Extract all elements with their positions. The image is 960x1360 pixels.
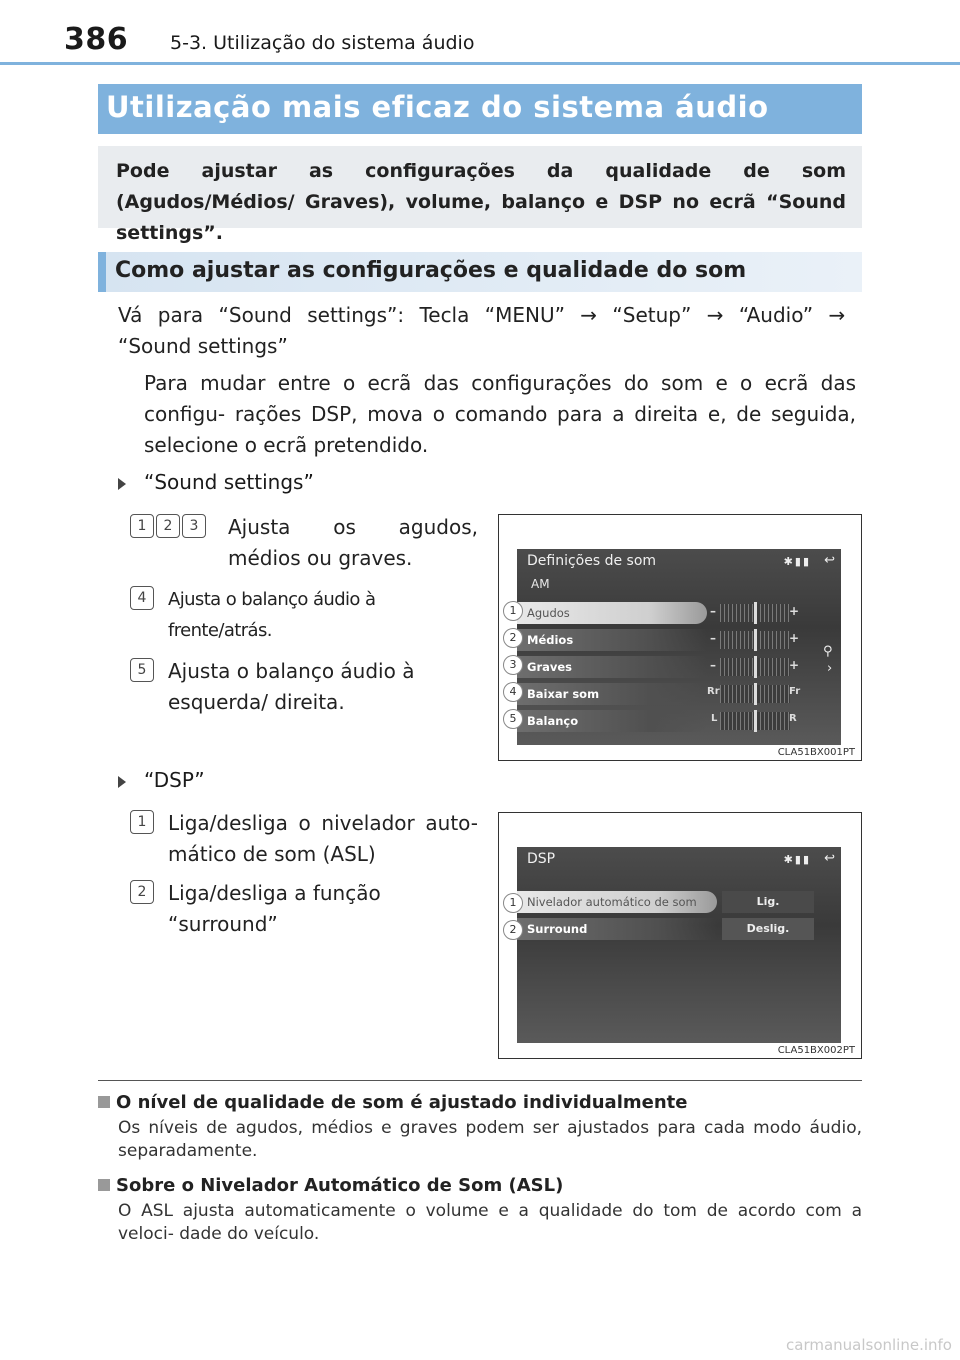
slider-agudos[interactable] (720, 604, 790, 622)
explain-text: Para mudar entre o ecrã das configurações do som e o ecrã das configu- rações DSP, mova o comando para a direita e, de seguida, selecione o ecrã pretendido. (144, 371, 856, 457)
callout-4: 4 (503, 682, 523, 702)
slider-right-label: + (789, 658, 800, 672)
list-item (130, 878, 480, 940)
dsp-screen (517, 847, 841, 1043)
number-badge: 4 (130, 586, 154, 610)
dsp-heading (118, 768, 205, 792)
chevron-right-icon[interactable]: › (827, 661, 835, 676)
surround-value[interactable]: Deslig. (722, 918, 814, 940)
subheading-accent (98, 252, 106, 292)
notes-divider (98, 1080, 862, 1081)
source-label: AM (531, 577, 550, 591)
item-text: Ajusta o balanço áudio à frente/atrás. (168, 589, 376, 641)
menu-row-graves[interactable]: Graves (517, 656, 707, 678)
list-item (130, 512, 480, 574)
page-number: 386 (64, 22, 129, 57)
list-item (130, 808, 480, 870)
square-bullet-icon (98, 1096, 110, 1108)
back-icon[interactable]: ↩ (824, 851, 837, 866)
search-icon[interactable]: ⚲ (823, 644, 835, 659)
item-text: Liga/desliga o nivelador auto- mático de som (ASL) (168, 811, 478, 866)
menu-path-line2: “Sound settings” (118, 334, 288, 358)
dsp-label: “DSP” (144, 768, 205, 792)
note-heading: Sobre o Nivelador Automático de Som (ASL) (98, 1175, 862, 1196)
slider-balance[interactable] (720, 712, 790, 730)
slider-right-label: R (789, 713, 797, 724)
slider-left-label: Rr (707, 686, 720, 697)
sound-settings-list (130, 512, 480, 718)
menu-row-asl[interactable]: Nivelador automático de som (517, 891, 717, 913)
dsp-figure (498, 812, 862, 1059)
callout-3: 3 (503, 655, 523, 675)
screen-title: DSP (527, 851, 556, 867)
menu-path (118, 300, 862, 362)
slider-left-label: – (710, 604, 716, 618)
intro-box: Pode ajustar as configurações da qualidade de som (Agudos/Médios/ Graves), volume, balanço e DSP no ecrã “Sound settings”. (98, 146, 862, 228)
status-icons: ✱▮▮ (783, 853, 811, 866)
slider-right-label: + (789, 631, 800, 645)
menu-path-line1: Vá para “Sound settings”: Tecla “MENU” → “Setup” → “Audio” → (118, 303, 846, 327)
screen-title: Definições de som (527, 553, 657, 569)
number-badge: 2 (156, 514, 180, 538)
sound-settings-figure (498, 514, 862, 761)
asl-value[interactable]: Lig. (722, 891, 814, 913)
callout-5: 5 (503, 709, 523, 729)
number-badge: 2 (130, 880, 154, 904)
item-text: Ajusta os agudos, médios ou graves. (228, 515, 478, 570)
figure-code: CLA51BX002PT (777, 1045, 855, 1056)
sound-settings-screen (517, 549, 841, 745)
triangle-bullet-icon (118, 478, 126, 490)
menu-row-balanco[interactable]: Balanço (517, 710, 707, 732)
menu-row-baixar-som[interactable]: Baixar som (517, 683, 707, 705)
header-rule (0, 62, 960, 65)
slider-left-label: L (711, 713, 718, 724)
item-text: Liga/desliga a função “surround” (168, 881, 381, 936)
note-body: Os níveis de agudos, médios e graves podem ser ajustados para cada modo áudio, separadamente. (118, 1118, 862, 1161)
square-bullet-icon (98, 1179, 110, 1191)
number-badge: 3 (182, 514, 206, 538)
notes (98, 1092, 862, 1246)
callout-2: 2 (503, 628, 523, 648)
subheading-text: Como ajustar as configurações e qualidade do som (115, 258, 747, 283)
note-body: O ASL ajusta automaticamente o volume e a qualidade do tom de acordo com a veloci- dade do veículo. (118, 1201, 862, 1244)
list-item (130, 656, 480, 718)
back-icon[interactable]: ↩ (824, 553, 837, 568)
number-badge: 5 (130, 658, 154, 682)
sound-settings-heading (118, 470, 314, 494)
subheading (98, 252, 862, 292)
number-badge: 1 (130, 810, 154, 834)
slider-right-label: + (789, 604, 800, 618)
slider-right-label: Fr (789, 686, 801, 697)
figure-code: CLA51BX001PT (777, 747, 855, 758)
watermark: carmanualsonline.info (786, 1336, 952, 1354)
callout-2: 2 (503, 920, 523, 940)
section-reference: 5-3. Utilização do sistema áudio (170, 32, 475, 54)
dsp-list (130, 808, 480, 940)
sound-settings-label: “Sound settings” (144, 470, 314, 494)
callout-1: 1 (503, 601, 523, 621)
slider-medios[interactable] (720, 631, 790, 649)
list-item (130, 584, 480, 646)
section-title: Utilização mais eficaz do sistema áudio (98, 84, 862, 134)
triangle-bullet-icon (118, 776, 126, 788)
number-badge: 1 (130, 514, 154, 538)
slider-fader[interactable] (720, 685, 790, 703)
note-heading: O nível de qualidade de som é ajustado individualmente (98, 1092, 862, 1113)
status-icons: ✱▮▮ (783, 555, 811, 568)
menu-row-agudos[interactable]: Agudos (517, 602, 707, 624)
callout-1: 1 (503, 893, 523, 913)
slider-left-label: – (710, 658, 716, 672)
menu-row-surround[interactable]: Surround (517, 918, 717, 940)
slider-graves[interactable] (720, 658, 790, 676)
menu-row-medios[interactable]: Médios (517, 629, 707, 651)
item-text: Ajusta o balanço áudio à esquerda/ direita. (168, 659, 415, 714)
slider-left-label: – (710, 631, 716, 645)
